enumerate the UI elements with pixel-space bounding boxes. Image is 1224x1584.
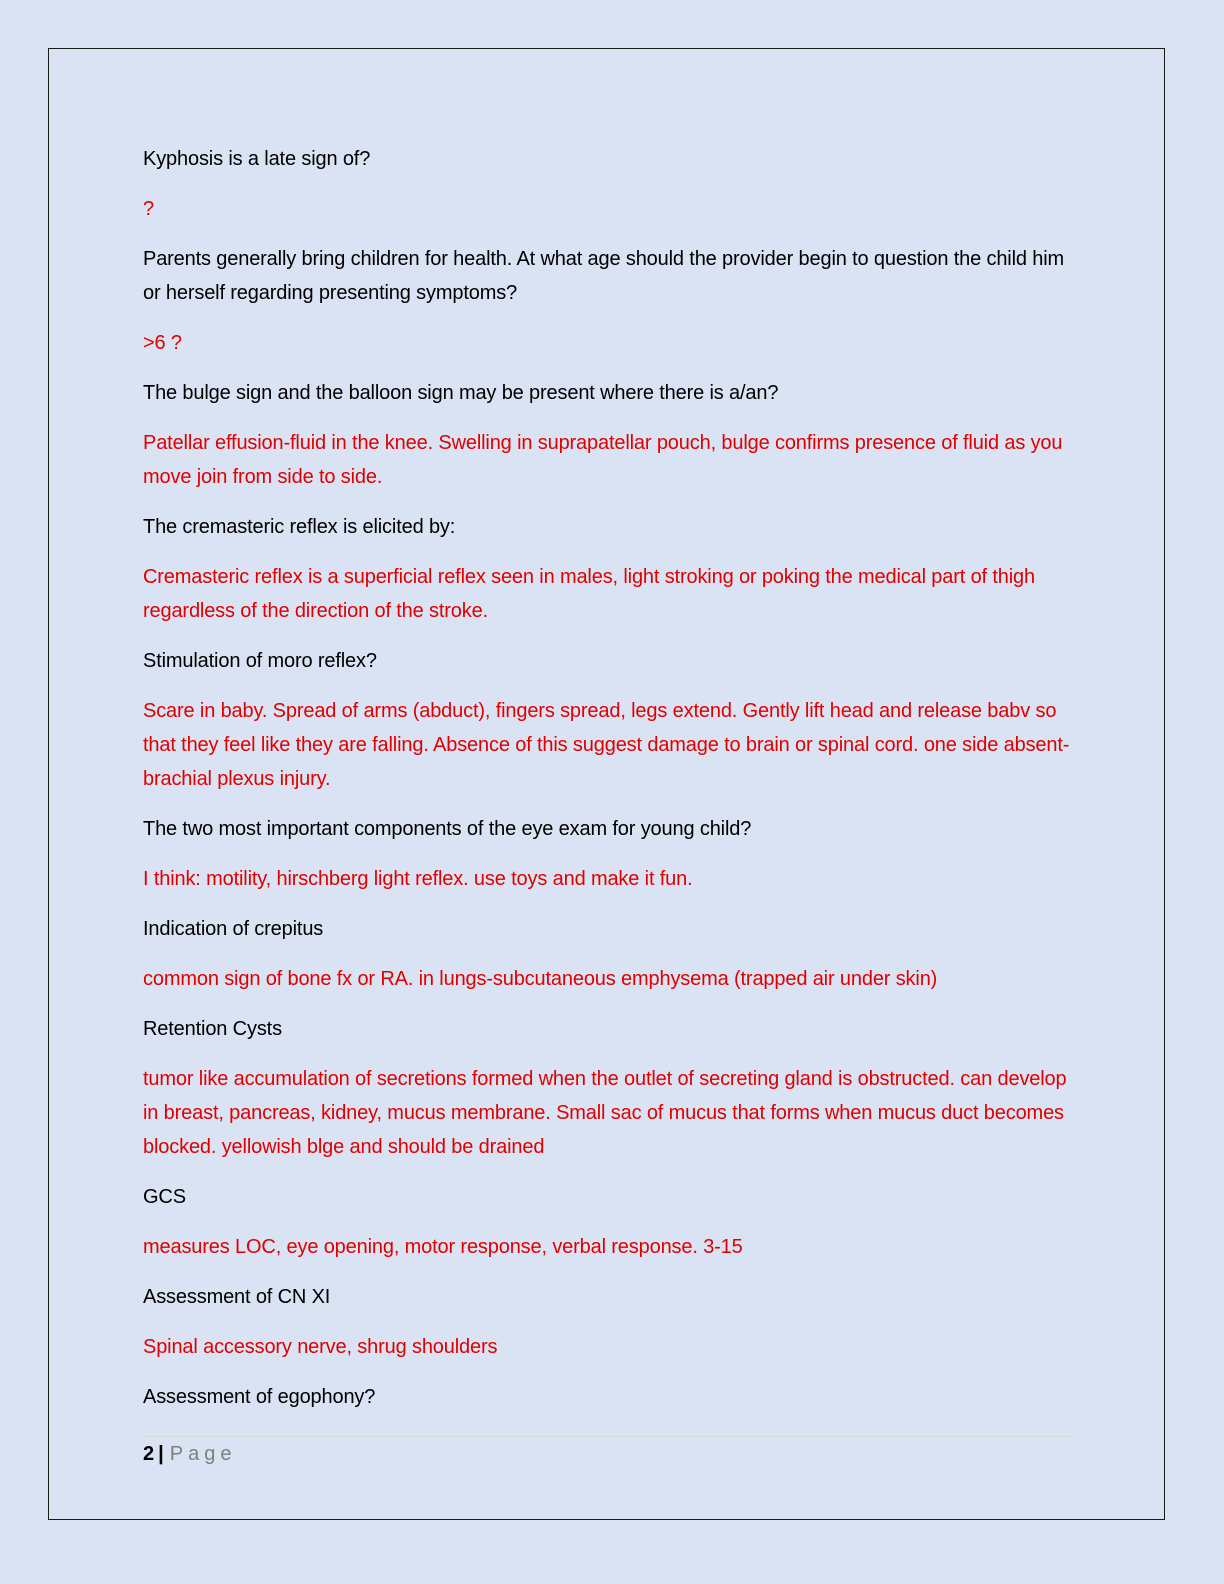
question-text: Assessment of egophony? bbox=[143, 1386, 376, 1408]
question-text: Stimulation of moro reflex? bbox=[143, 650, 377, 672]
page-footer bbox=[143, 1440, 236, 1468]
question-text: The cremasteric reflex is elicited by: bbox=[143, 516, 456, 538]
question-text: Kyphosis is a late sign of? bbox=[143, 148, 371, 170]
answer-text: Cremasteric reflex is a superficial reflex seen in males, light stroking or poking the medical part of thigh regardless of the direction of the stroke. bbox=[143, 566, 1035, 622]
footer-divider bbox=[143, 1436, 1073, 1437]
page-label: Page bbox=[169, 1443, 237, 1465]
answer-text: Spinal accessory nerve, shrug shoulders bbox=[143, 1336, 498, 1358]
answer-text: I think: motility, hirschberg light reflex. use toys and make it fun. bbox=[143, 868, 693, 890]
answer-text: Scare in baby. Spread of arms (abduct), fingers spread, legs extend. Gently lift head and release babv so that they feel like they are falling. Absence of this suggest damage to brain or spinal cord. one side absent-brachial plexus injury. bbox=[143, 700, 1070, 790]
page-number: 2 bbox=[143, 1443, 155, 1465]
answer-text: Patellar effusion-fluid in the knee. Swelling in suprapatellar pouch, bulge confirms presence of fluid as you move join from side to side. bbox=[143, 432, 1063, 488]
question-text: The bulge sign and the balloon sign may be present where there is a/an? bbox=[143, 382, 779, 404]
question-text: Retention Cysts bbox=[143, 1018, 282, 1040]
answer-text: common sign of bone fx or RA. in lungs-subcutaneous emphysema (trapped air under skin) bbox=[143, 968, 938, 990]
footer-separator: | bbox=[158, 1443, 164, 1465]
document-body bbox=[143, 142, 1078, 1430]
answer-text: measures LOC, eye opening, motor response, verbal response. 3-15 bbox=[143, 1236, 743, 1258]
question-text: Indication of crepitus bbox=[143, 918, 324, 940]
question-text: Parents generally bring children for health. At what age should the provider begin to question the child him or herself regarding presenting symptoms? bbox=[143, 248, 1065, 304]
question-text: The two most important components of the eye exam for young child? bbox=[143, 818, 752, 840]
answer-text: ? bbox=[143, 198, 154, 220]
answer-text: tumor like accumulation of secretions formed when the outlet of secreting gland is obstructed. can develop in breast, pancreas, kidney, mucus membrane. Small sac of mucus that forms when mucus duct becomes blocked. yellowish blge and should be drained bbox=[143, 1068, 1067, 1158]
answer-text: >6 ? bbox=[143, 332, 182, 354]
question-text: Assessment of CN XI bbox=[143, 1286, 331, 1308]
question-text: GCS bbox=[143, 1186, 186, 1208]
